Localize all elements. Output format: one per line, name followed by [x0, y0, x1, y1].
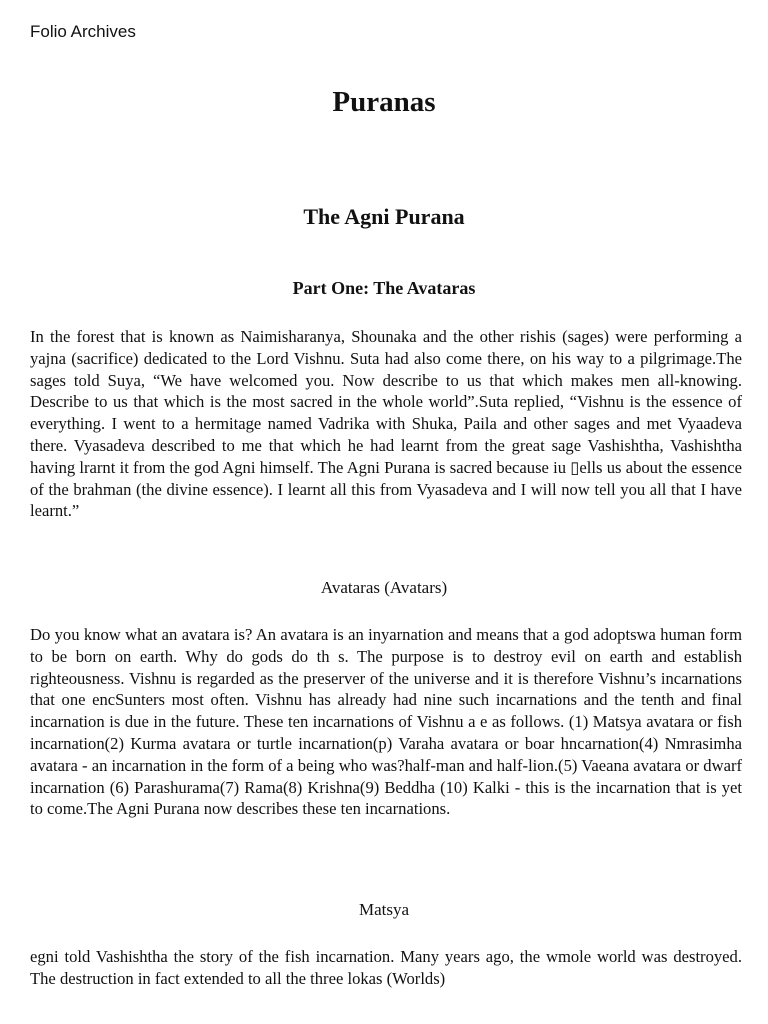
- publisher-header: Folio Archives: [30, 22, 136, 41]
- part-heading: Part One: The Avataras: [292, 278, 476, 298]
- section-heading-avataras: Avataras (Avatars): [320, 578, 448, 597]
- document-subtitle: The Agni Purana: [303, 204, 465, 229]
- intro-paragraph: In the forest that is known as Naimisharanya, Shounaka and the other rishis (sages) were performing a yajna (sacrifice) dedicated to the Lord Vishnu. Suta had also come there, on his way to a pilgrimage.The sages told Suya, “We have welcomed you. Now describe to us that which makes men all-knowing. Describe to us that which is the most sacred in the whole world”.Suta replied, “Vishnu is the essence of everything. I went to a hermitage named Vadrika with Shuka, Paila and other sages and met Vyaadeva there. Vyasadeva described to me that which he had learnt from the great sage Vashishtha, Vashishtha having lrarnt it from the god Agni himself. The Agni Purana is sacred because iu ▯ells us about the essence of the brahman (the divine essence). I learnt all this from Vyasadeva and I will now tell you all that I have learnt.”: [30, 327, 742, 521]
- section-heading-matsya: Matsya: [358, 900, 410, 919]
- matsya-paragraph: egni told Vashishtha the story of the fish incarnation. Many years ago, the wmole world was destroyed. The destruction in fact extended to all the three lokas (Worlds): [30, 947, 742, 988]
- document-title: Puranas: [332, 86, 436, 118]
- avataras-paragraph: Do you know what an avatara is? An avatara is an inyarnation and means that a god adoptswa human form to be born on earth. Why do gods do th s. The purpose is to destroy evil on earth and establish righteousness. Vishnu is regarded as the preserver of the universe and it is therefore Vishnu’s incarnations that one encSunters most often. Vishnu has already had nine such incarnations and the tenth and final incarnation is due in the future. These ten incarnations of Vishnu a e as follows. (1) Matsya avatara or fish incarnation(2) Kurma avatara or turtle incarnation(p) Varaha avatara or boar hncarnation(4) Nmrasimha avatara - an incarnation in the form of a being who was?half-man and half-lion.(5) Vaeana avatara or dwarf incarnation (6) Parashurama(7) Rama(8) Krishna(9) Beddha (10) Kalki - this is the incarnation that is yet to come.The Agni Purana now describes these ten incarnations.: [30, 625, 742, 819]
